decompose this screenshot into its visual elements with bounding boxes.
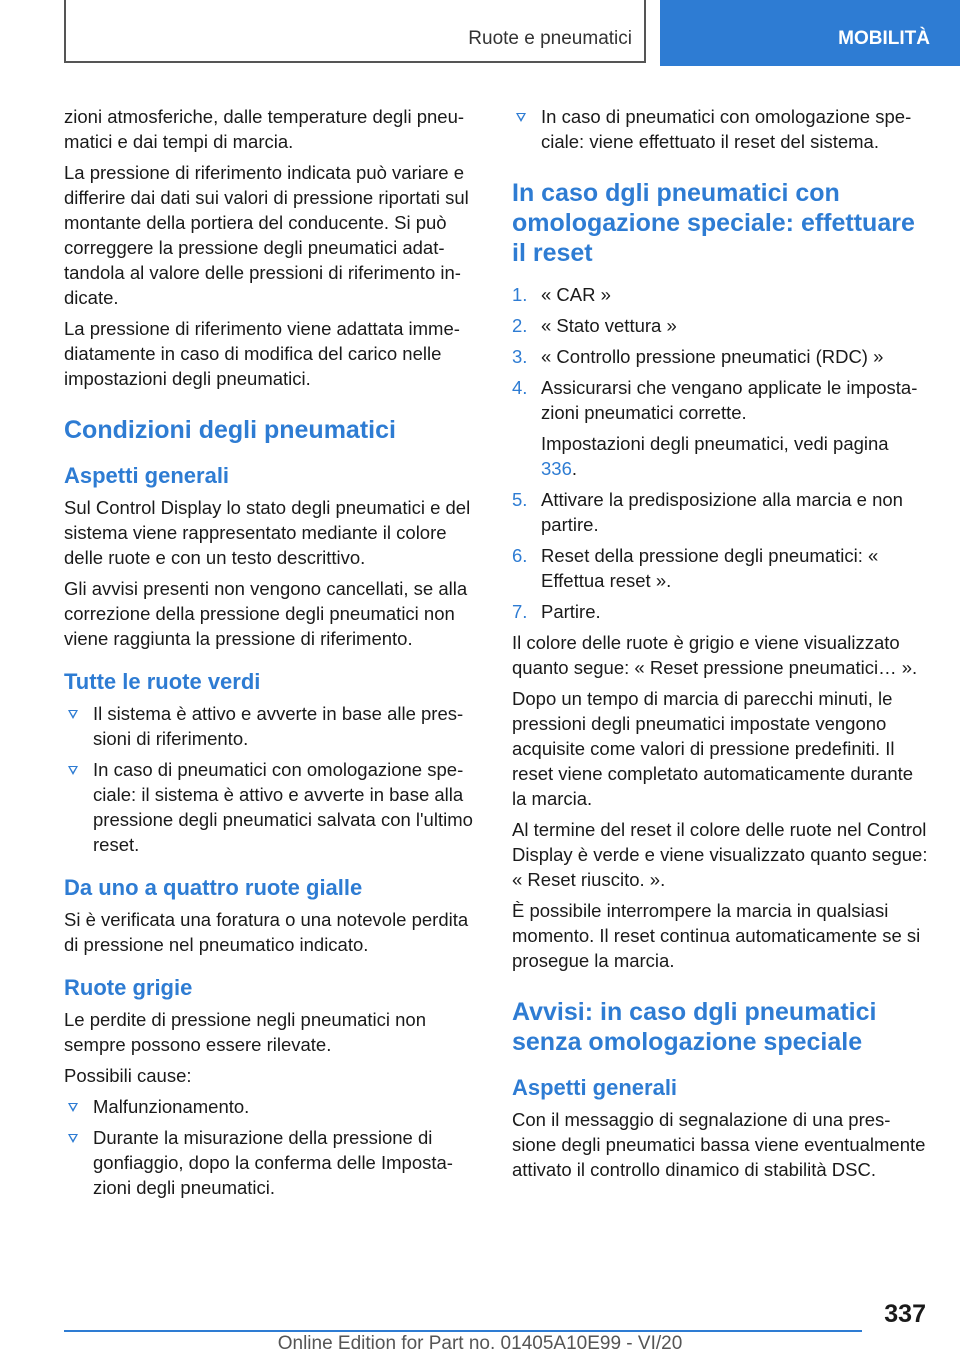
paragraph: Dopo un tempo di marcia di parecchi minuti, le pressioni degli pneumatici impostate vengono acquisite come valori di pressione predefiniti. Il reset viene completato automaticamente durante la marcia.: [512, 688, 914, 809]
heading-aspetti-generali: Aspetti generali: [64, 463, 230, 488]
heading-condizioni: Condizioni degli pneumatici: [64, 416, 396, 444]
step-item: 5. Attivare la predisposizione alla marcia e non partire.: [512, 489, 903, 535]
step-item: 3. « Controllo pressione pneumatici (RDC) »: [512, 346, 884, 367]
heading-aspetti-generali: Aspetti generali: [512, 1075, 678, 1100]
triangle-bullet-icon: [68, 1134, 78, 1143]
step-item: 2. « Stato vettura »: [512, 315, 677, 336]
step-item: 6. Reset della pressione degli pneumatici: « Effettua reset ».: [512, 545, 879, 591]
triangle-bullet-icon: [68, 766, 78, 775]
step-item: 4. Assicurarsi che vengano applicate le impostazioni pneumatici corrette. Impostazioni degli pneumatici, vedi pagina 336.: [512, 375, 928, 481]
chapter-tab[interactable]: MOBILITÀ: [660, 0, 960, 66]
steps-list: [512, 282, 928, 624]
section-title: Ruote e pneumatici: [64, 0, 646, 63]
paragraph: Al termine del reset il colore delle ruote nel Control Display è verde e viene visualizzato quanto segue: « Reset riuscito. ».: [512, 819, 928, 890]
triangle-bullet-icon: [68, 1103, 78, 1112]
step-item: 1. « CAR »: [512, 284, 611, 305]
paragraph: Con il messaggio di segnalazione di una pressione degli pneumatici bassa viene eventualmente attivato il controllo dinamico di stabilità DSC.: [512, 1109, 926, 1180]
list-item: Durante la misurazione della pressione di gonfiaggio, dopo la conferma delle Impostazioni degli pneumatici.: [64, 1125, 478, 1200]
heading-ruote-verdi: Tutte le ruote verdi: [64, 669, 261, 694]
triangle-bullet-icon: [516, 113, 526, 122]
heading-ruote-grigie: Ruote grigie: [64, 975, 193, 1000]
paragraph: Si è verificata una foratura o una notevole perdita di pressione nel pneumatico indicato.: [64, 909, 469, 955]
paragraph: Possibili cause:: [64, 1065, 192, 1086]
heading-avvisi: Avvisi: in caso dgli pneumatici senza omologazione speciale: [512, 998, 877, 1056]
page-header: [0, 0, 960, 66]
footer-divider: [64, 1330, 862, 1332]
left-column: [64, 104, 478, 1206]
paragraph: Il colore delle ruote è grigio e viene visualizzato quanto segue: « Reset pressione pneumatici… ».: [512, 632, 918, 678]
right-column: [512, 104, 928, 1188]
list-verdi: [64, 701, 478, 857]
list-item: Malfunzionamento.: [64, 1094, 478, 1119]
page-number: 337: [884, 1300, 926, 1328]
paragraph: Le perdite di pressione negli pneumatici non sempre possono essere rilevate.: [64, 1009, 427, 1055]
paragraph: È possibile interrompere la marcia in qualsiasi momento. Il reset continua automaticamente se si prosegue la marcia.: [512, 900, 921, 971]
paragraph: zioni atmosferiche, dalle temperature degli pneumatici e dai tempi di marcia.: [64, 106, 465, 152]
list-cause: [64, 1094, 478, 1200]
triangle-bullet-icon: [68, 710, 78, 719]
footer-edition: Online Edition for Part no. 01405A10E99 - VI/20: [277, 1333, 683, 1354]
list-item: In caso di pneumatici con omologazione speciale: il sistema è attivo e avverte in base alla pressione degli pneumatici salvata con l'ultimo reset.: [64, 757, 478, 857]
page-link[interactable]: 336: [541, 458, 572, 479]
heading-ruote-gialle: Da uno a quattro ruote gialle: [64, 875, 363, 900]
step-item: 7. Partire.: [512, 601, 601, 622]
paragraph: Sul Control Display lo stato degli pneumatici e del sistema viene rappresentato mediante il colore delle ruote e con un testo descrittivo.: [64, 497, 471, 568]
paragraph: Gli avvisi presenti non vengono cancellati, se alla correzione della pressione degli pneumatici non viene raggiunta la pressione di riferimento.: [64, 578, 468, 649]
list-item: Il sistema è attivo e avverte in base alle pressioni di riferimento.: [64, 701, 478, 751]
list-item: In caso di pneumatici con omologazione speciale: viene effettuato il reset del sistema.: [512, 104, 928, 154]
heading-reset: In caso dgli pneumatici con omologazione speciale: effettuare il reset: [512, 179, 915, 267]
step-note: Impostazioni degli pneumatici, vedi pagina 336.: [541, 433, 889, 479]
list-top: [512, 104, 928, 154]
paragraph: La pressione di riferimento indicata può variare e differire dai dati sui valori di pressione riportati sul montante della portiera del conducente. Si può correggere la pressione degli pneumatici adattandola al valore delle pressioni di riferimento indicate.: [64, 162, 469, 308]
paragraph: La pressione di riferimento viene adattata immediatamente in caso di modifica del carico nelle impostazioni degli pneumatici.: [64, 318, 460, 389]
